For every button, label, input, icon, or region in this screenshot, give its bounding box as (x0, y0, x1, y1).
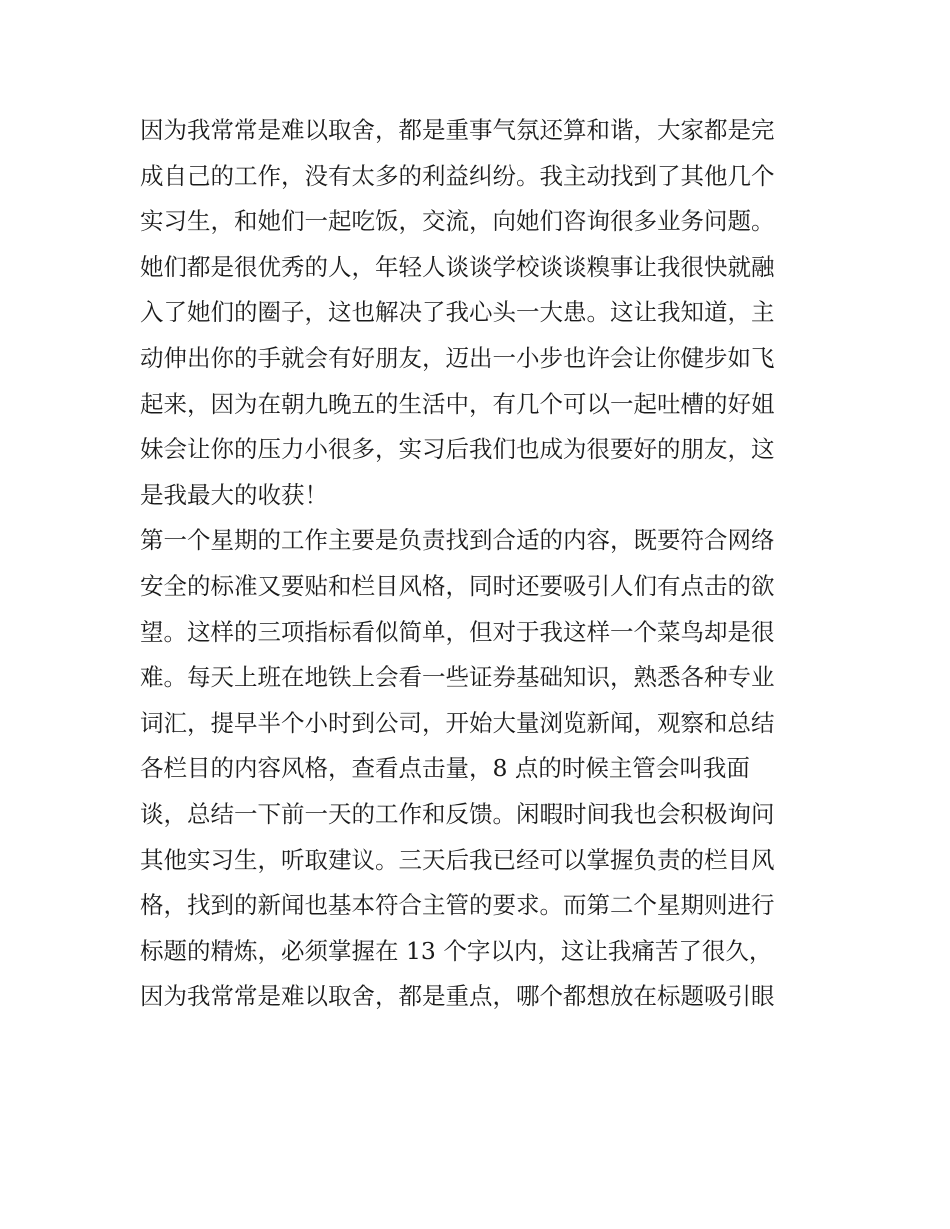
text-line: 因为我常常是难以取舍，都是重事气氛还算和谐，大家都是完 (140, 116, 775, 144)
text-line: 难。每天上班在地铁上会看一些证券基础知识，熟悉各种专业 (140, 663, 775, 692)
text-line: 妹会让你的压力小很多，实习后我们也成为很要好的朋友，这 (140, 435, 775, 464)
text-line: 望。这样的三项指标看似简单，但对于我这样一个菜鸟却是很 (140, 617, 775, 646)
text-line: 入了她们的圈子，这也解决了我心头一大患。这让我知道，主 (140, 298, 775, 327)
text-line: 词汇，提早半个小时到公司，开始大量浏览新闻，观察和总结 (140, 708, 775, 737)
text-line: 她们都是很优秀的人，年轻人谈谈学校谈谈糗事让我很快就融 (140, 252, 775, 281)
text-line: 标题的精炼，必须掌握在 13 个字以内，这让我痛苦了很久， (140, 936, 773, 965)
text-line: 安全的标准又要贴和栏目风格，同时还要吸引人们有点击的欲 (140, 571, 775, 600)
body-text (140, 108, 820, 1020)
text-line: 各栏目的内容风格，查看点击量，8 点的时候主管会叫我面 (140, 754, 750, 783)
text-line: 第一个星期的工作主要是负责找到合适的内容，既要符合网络 (140, 526, 775, 555)
text-line: 实习生，和她们一起吃饭，交流，向她们咨询很多业务问题。 (140, 207, 775, 236)
text-line: 其他实习生，听取建议。三天后我已经可以掌握负责的栏目风 (140, 845, 775, 874)
text-line: 动伸出你的手就会有好朋友，迈出一小步也许会让你健步如飞 (140, 343, 775, 372)
text-line: 谈，总结一下前一天的工作和反馈。闲暇时间我也会积极询问 (140, 799, 775, 828)
text-line: 起来，因为在朝九晚五的生活中，有几个可以一起吐槽的好姐 (140, 389, 775, 418)
text-line: 格，找到的新闻也基本符合主管的要求。而第二个星期则进行 (140, 891, 775, 920)
text-line: 因为我常常是难以取舍，都是重点，哪个都想放在标题吸引眼 (140, 982, 775, 1011)
text-line: 是我最大的收获！ (140, 480, 328, 509)
text-line: 成自己的工作，没有太多的利益纠纷。我主动找到了其他几个 (140, 161, 775, 190)
